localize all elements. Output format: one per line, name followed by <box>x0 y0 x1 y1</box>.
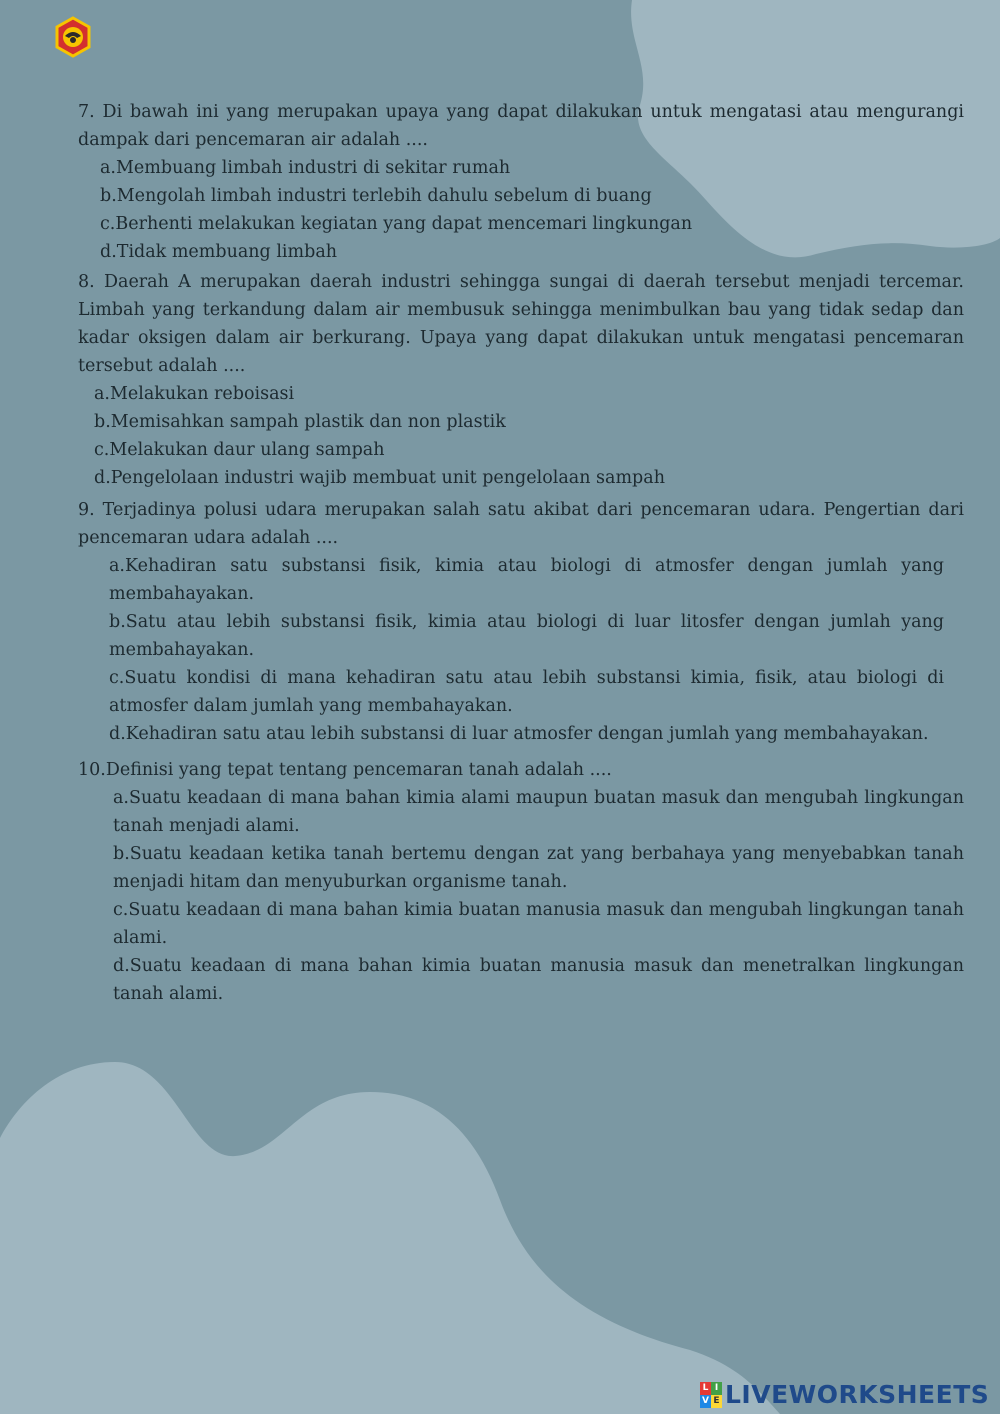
answer-option-d[interactable]: d.Pengelolaan industri wajib membuat unit pengelolaan sampah <box>94 468 665 488</box>
logo-letter-l: L <box>700 1382 711 1395</box>
answer-option-d[interactable]: d.Kehadiran satu atau lebih substansi di luar atmosfer dengan jumlah yang membahayakan. <box>109 724 929 744</box>
school-emblem-icon <box>52 16 94 58</box>
answer-option-a[interactable]: a.Suatu keadaan di mana bahan kimia alami maupun buatan masuk dan mengubah lingkungan tanah menjadi alami. <box>113 788 964 836</box>
logo-letter-v: V <box>700 1395 711 1408</box>
question-7 <box>78 98 964 266</box>
answer-option-b[interactable]: b.Mengolah limbah industri terlebih dahulu sebelum di buang <box>100 186 652 206</box>
question-8 <box>78 268 964 492</box>
answer-option-a[interactable]: a.Kehadiran satu substansi fisik, kimia atau biologi di atmosfer dengan jumlah yang membahayakan. <box>109 556 944 604</box>
question-10 <box>78 756 964 1008</box>
brand-name: LIVEWORKSHEETS <box>725 1380 990 1409</box>
logo-letter-i: I <box>711 1382 722 1395</box>
answer-option-d[interactable]: d.Suatu keadaan di mana bahan kimia buatan manusia masuk dan menetralkan lingkungan tanah alami. <box>113 956 964 1004</box>
answer-option-c[interactable]: c.Berhenti melakukan kegiatan yang dapat mencemari lingkungan <box>100 214 693 234</box>
liveworksheets-logo-icon <box>700 1382 722 1408</box>
answer-option-b[interactable]: b.Satu atau lebih substansi fisik, kimia atau biologi di luar litosfer dengan jumlah yang membahayakan. <box>109 612 944 660</box>
question-text: 9. Terjadinya polusi udara merupakan salah satu akibat dari pencemaran udara. Pengertian dari pencemaran udara adalah .... <box>78 500 964 548</box>
logo-letter-e: E <box>711 1395 722 1408</box>
question-9 <box>78 496 964 748</box>
liveworksheets-brand[interactable] <box>700 1380 989 1409</box>
answer-option-c[interactable]: c.Suatu kondisi di mana kehadiran satu atau lebih substansi kimia, fisik, atau biologi di atmosfer dalam jumlah yang membahayakan. <box>109 668 944 716</box>
answer-option-b[interactable]: b.Memisahkan sampah plastik dan non plastik <box>94 412 506 432</box>
question-text: 8. Daerah A merupakan daerah industri sehingga sungai di daerah tersebut menjadi tercemar. Limbah yang terkandung dalam air membusuk sehingga menimbulkan bau yang tidak sedap dan kadar oksigen dalam air berkurang. Upaya yang dapat dilakukan untuk mengatasi pencemaran tersebut adalah .... <box>78 272 964 376</box>
question-list <box>78 98 964 1008</box>
question-text: 7. Di bawah ini yang merupakan upaya yang dapat dilakukan untuk mengatasi atau mengurangi dampak dari pencemaran air adalah .... <box>78 102 964 150</box>
question-text: 10.Definisi yang tepat tentang pencemaran tanah adalah .... <box>78 760 612 780</box>
answer-option-d[interactable]: d.Tidak membuang limbah <box>100 242 338 262</box>
answer-option-a[interactable]: a.Melakukan reboisasi <box>94 384 295 404</box>
answer-option-b[interactable]: b.Suatu keadaan ketika tanah bertemu dengan zat yang berbahaya yang menyebabkan tanah menjadi hitam dan menyuburkan organisme tanah. <box>113 844 964 892</box>
bottom-left-blob <box>0 1062 780 1414</box>
answer-option-a[interactable]: a.Membuang limbah industri di sekitar rumah <box>100 158 511 178</box>
answer-option-c[interactable]: c.Melakukan daur ulang sampah <box>94 440 385 460</box>
answer-option-c[interactable]: c.Suatu keadaan di mana bahan kimia buatan manusia masuk dan mengubah lingkungan tanah alami. <box>113 900 964 948</box>
